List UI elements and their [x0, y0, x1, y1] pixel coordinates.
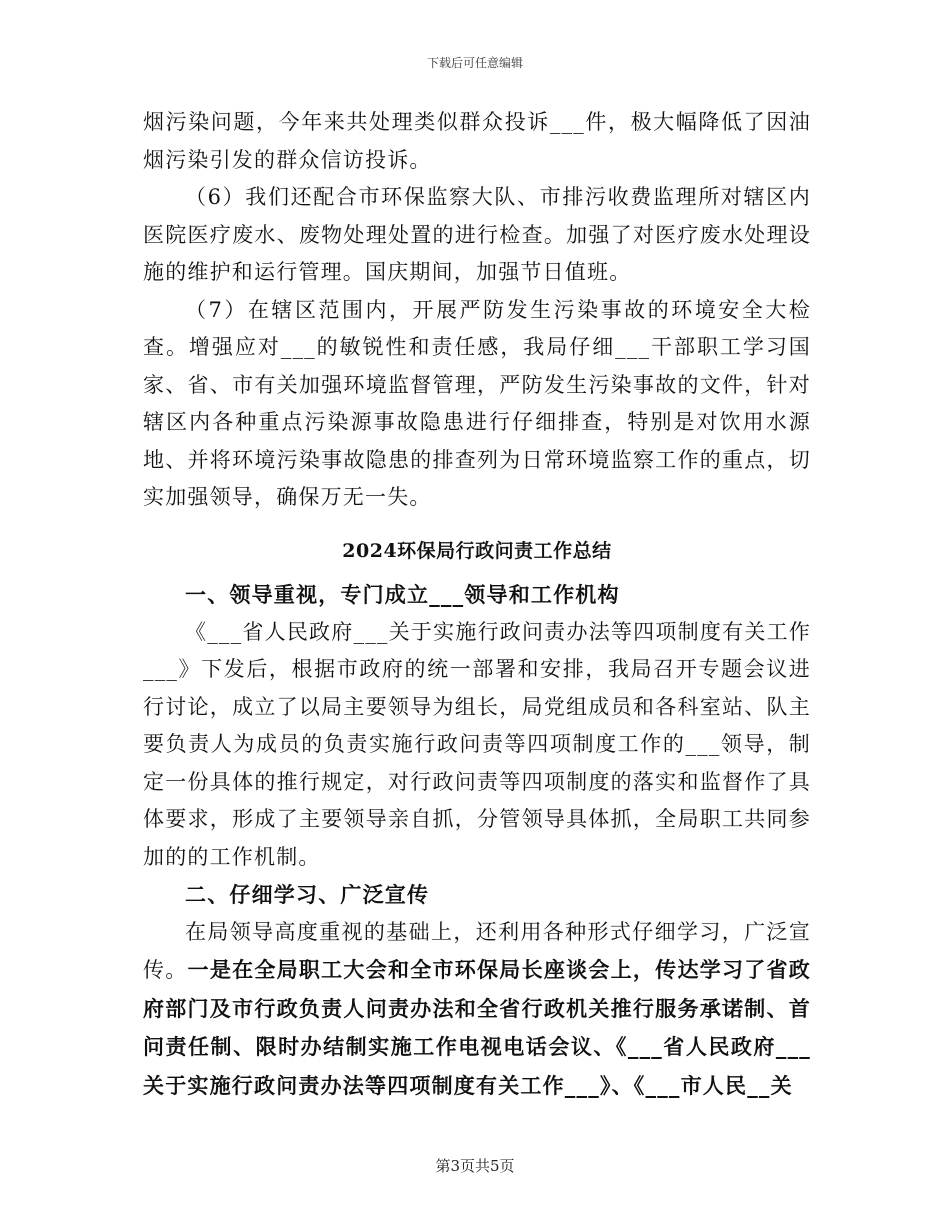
heading-two: 二、仔细学习、广泛宣传: [185, 882, 430, 907]
section-title: 2024环保局行政问责工作总结: [342, 539, 612, 562]
document-body: [143, 104, 811, 1105]
paragraph-study-intro: 在局领导高度重视的基础上，还利用各种形式仔细学习，广泛宣传。: [143, 919, 811, 982]
paragraph-continued: 烟污染问题，今年来共处理类似群众投诉___件，极大幅降低了因油烟污染引发的群众信访投诉。: [143, 110, 811, 172]
heading-one: 一、领导重视，专门成立___领导和工作机构: [185, 582, 620, 607]
paragraph-study-bold: 一是在全局职工大会和全市环保局长座谈会上，传达学习了省政府部门及市行政负责人问责办法和全省行政机关推行服务承诺制、首问责任制、限时办结制实施工作电视电话会议、《___省人民政府___关于实施行政问责办法等四项制度有关工作___》、《___市人民__关: [143, 957, 811, 1098]
header-note: 下载后可任意编辑: [426, 56, 523, 70]
paragraph-study: [143, 914, 811, 1106]
paragraph-item-6: （6）我们还配合市环保监察大队、市排污收费监理所对辖区内医院医疗废水、废物处理处置的进行检查。加强了对医疗废水处理设施的维护和运行管理。国庆期间，加强节日值班。: [143, 185, 811, 284]
paragraph-leadership: 《___省人民政府___关于实施行政问责办法等四项制度有关工作___》下发后，根据市政府的统一部署和安排，我局召开专题会议进行讨论，成立了以局主要领导为组长，局党组成员和各科室站、队主要负责人为成员的负责实施行政问责等四项制度工作的___领导，制定一份具体的推行规定，对行政问责等四项制度的落实和监督作了具体要求，形成了主要领导亲自抓，分管领导具体抓，全局职工共同参加的的工作机制。: [143, 619, 811, 869]
page-number: 第3页共5页: [435, 1157, 515, 1175]
paragraph-item-7: （7）在辖区范围内，开展严防发生污染事故的环境安全大检查。增强应对___的敏锐性和责任感，我局仔细___干部职工学习国家、省、市有关加强环境监督管理，严防发生污染事故的文件，针对辖区内各种重点污染源事故隐患进行仔细排查，特别是对饮用水源地、并将环境污染事故隐患的排查列为日常环境监察工作的重点，切实加强领导，确保万无一失。: [143, 297, 811, 509]
